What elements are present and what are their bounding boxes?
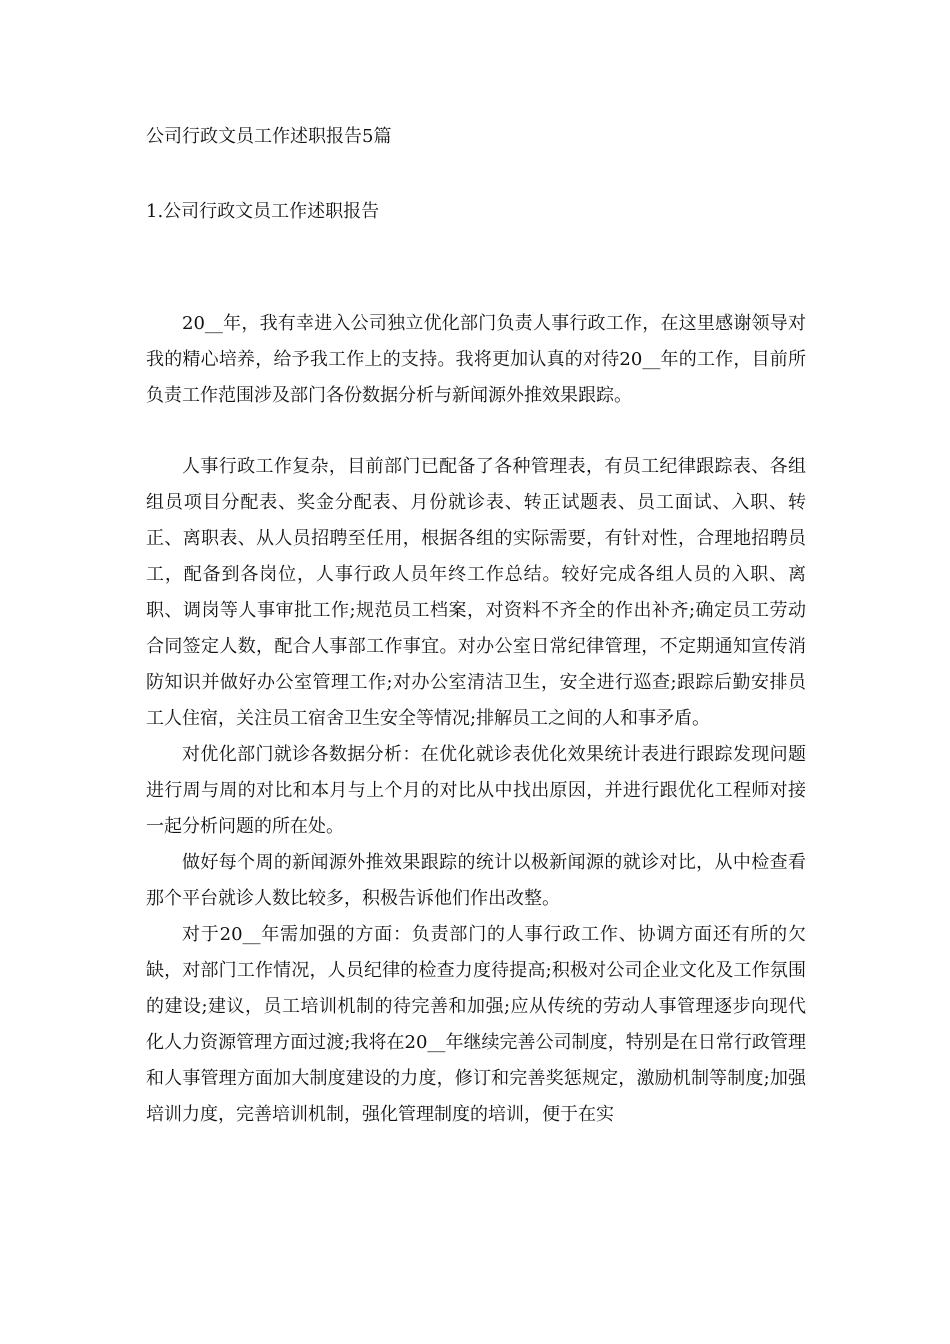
- document-body: [146, 306, 806, 1133]
- paragraph-data-analysis: 对优化部门就诊各数据分析：在优化就诊表优化效果统计表进行跟踪发现问题进行周与周的对比和本月与上个月的对比从中找出原因，并进行跟优化工程师对接一起分析问题的所在处。: [146, 744, 806, 837]
- document-title: 公司行政文员工作述职报告5篇: [146, 126, 392, 147]
- paragraph-improvements: 对于20__年需加强的方面：负责部门的人事行政工作、协调方面还有所的欠缺，对部门工作情况，人员纪律的检查力度待提高;积极对公司企业文化及工作氛围的建设;建议，员工培训机制的待完善和加强;应从传统的劳动人事管理逐步向现代化人力资源管理方面过渡;我将在20__年继续完善公司制度，特别是在日常行政管理和人事管理方面加大制度建设的力度，修订和完善奖惩规定，激励机制等制度;加强培训力度，完善培训机制，强化管理制度的培训，便于在实: [146, 924, 806, 1125]
- paragraph-gap: [146, 414, 806, 449]
- paragraph-hr-work: 人事行政工作复杂，目前部门已配备了各种管理表，有员工纪律跟踪表、各组组员项目分配表、奖金分配表、月份就诊表、转正试题表、员工面试、入职、转正、离职表、从人员招聘至任用，根据各组的实际需要，有针对性，合理地招聘员工，配备到各岗位，人事行政人员年终工作总结。较好完成各组人员的入职、离职、调岗等人事审批工作;规范员工档案，对资料不齐全的作出补齐;确定员工劳动合同签定人数，配合人事部工作事宜。对办公室日常纪律管理，不定期通知宣传消防知识并做好办公室管理工作;对办公室清洁卫生，安全进行巡查;跟踪后勤安排员工人住宿，关注员工宿舍卫生安全等情况;排解员工之间的人和事矛盾。: [146, 456, 806, 729]
- section-title: 1.公司行政文员工作述职报告: [146, 201, 380, 222]
- paragraph-news-tracking: 做好每个周的新闻源外推效果跟踪的统计以极新闻源的就诊对比，从中检查看那个平台就诊人数比较多，积极告诉他们作出改整。: [146, 852, 806, 909]
- paragraph-intro: 20__年，我有幸进入公司独立优化部门负责人事行政工作，在这里感谢领导对我的精心培养，给予我工作上的支持。我将更加认真的对待20__年的工作，目前所负责工作范围涉及部门各份数据分析与新闻源外推效果跟踪。: [146, 313, 806, 406]
